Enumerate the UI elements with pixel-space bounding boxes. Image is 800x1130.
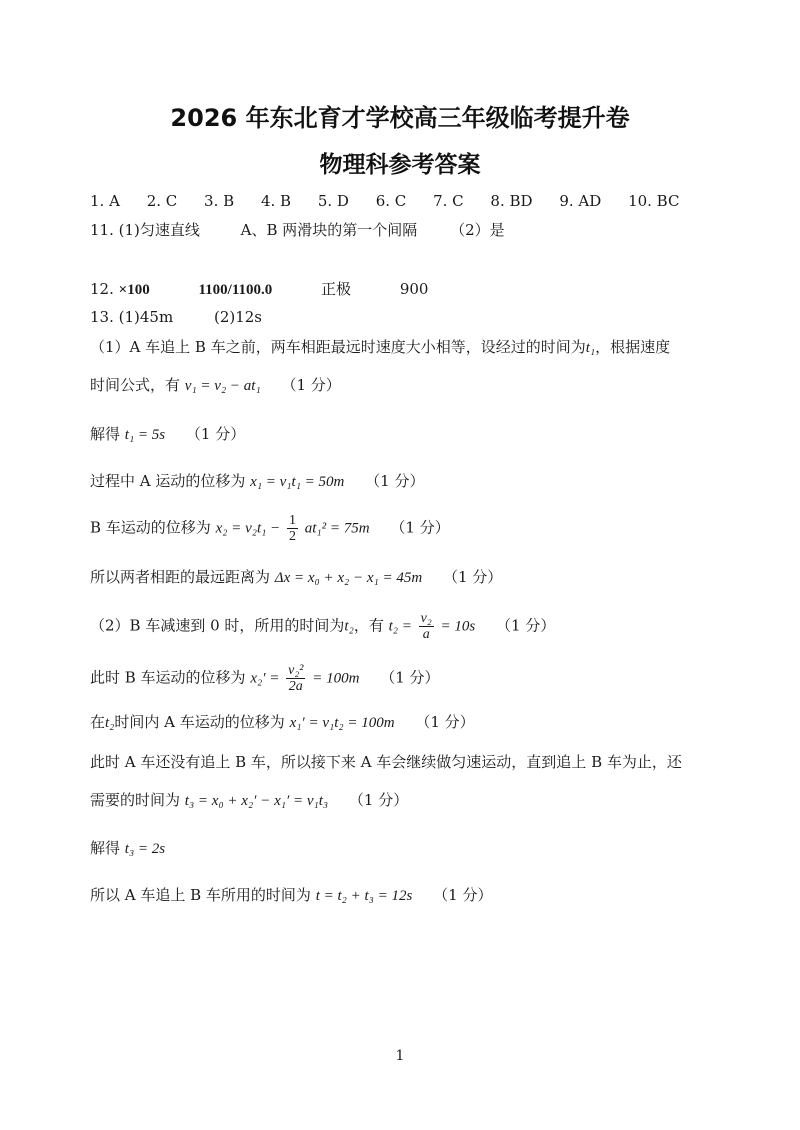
equation-x1p: x₁′ = v₁t₂ = 100m (289, 715, 395, 731)
fraction-numerator: v₂² (288, 663, 304, 678)
score-note: （1 分） (348, 791, 409, 809)
solution-line-3 (90, 423, 245, 446)
solution-text: 此时 B 车运动的位移为 (90, 668, 246, 687)
solution-line-6 (90, 566, 502, 589)
q13-part2: (2)12s (213, 308, 263, 326)
q11-part2: A、B 两滑块的第一个间隔 (240, 221, 418, 239)
score-note: （1 分） (496, 616, 556, 635)
fraction-denominator: a (422, 627, 430, 642)
solution-text: 在 (90, 713, 106, 731)
equation-t3: t₃ = 2s (124, 841, 166, 857)
equation-x2-pre: x₂ = v₂t₁ − (215, 520, 281, 537)
equation-t1: t₁ = 5s (124, 427, 166, 443)
fraction-v2-over-a (419, 611, 434, 642)
fraction-denominator: 2a (288, 679, 303, 694)
q13-part1: 13. (1)45m (90, 308, 174, 326)
solution-line-11 (90, 789, 408, 812)
solution-text: ，有 (353, 616, 384, 635)
document-title: 2026 年东北育才学校高三年级临考提升卷 (170, 104, 630, 132)
mc-answer: 7. C (433, 192, 464, 210)
solution-text: B 车运动的位移为 (90, 518, 211, 537)
solution-text: （1）A 车追上 B 车之前，两车相距最远时速度大小相等，设经过的时间为 (90, 338, 586, 356)
solution-text: 此时 A 车还没有追上 B 车，所以接下来 A 车会继续做匀速运动，直到追上 B 车为止，还 (90, 753, 682, 771)
q11-number: 11. (90, 221, 114, 239)
equation-x2-post: at₁² = 75m (304, 520, 370, 537)
q12-answer (90, 278, 428, 301)
fraction-denominator: 2 (288, 529, 296, 544)
q11-part3: （2）是 (450, 221, 505, 239)
q13-summary (90, 306, 262, 328)
mc-answer: 2. C (146, 192, 178, 210)
mc-answer: 9. AD (559, 192, 602, 210)
solution-line-5 (90, 513, 450, 544)
q12-part2: 1100/1100.0 (198, 282, 273, 298)
q12-part3: 正极 (321, 280, 352, 298)
solution-text: 时间内 A 车运动的位移为 (114, 713, 285, 731)
solution-line-4 (90, 470, 424, 493)
document-subtitle: 物理科参考答案 (319, 152, 481, 178)
score-note: （1 分） (281, 376, 341, 394)
solution-text: 需要的时间为 (90, 791, 181, 809)
score-note: （1 分） (380, 668, 440, 687)
mc-answer: 10. BC (628, 192, 680, 210)
q11-part1: (1)匀速直线 (118, 221, 200, 239)
symbol-t2: t₂ (344, 618, 354, 635)
solution-line-8 (90, 663, 440, 694)
solution-line-2 (90, 374, 341, 397)
score-note: （1 分） (433, 886, 493, 904)
q12-part1: ×100 (118, 282, 150, 298)
symbol-t2: t₂ (105, 715, 115, 731)
solution-text: 所以 A 车追上 B 车所用的时间为 (90, 886, 311, 904)
score-note: （1 分） (442, 568, 503, 586)
mc-answer: 6. C (375, 192, 407, 210)
solution-text: （2）B 车减速到 0 时，所用的时间为 (90, 616, 345, 635)
solution-text: 所以两者相距的最远距离为 (90, 568, 271, 586)
solution-text: ，根据速度 (595, 338, 671, 356)
equation-t-total: t = t₂ + t₃ = 12s (315, 888, 413, 904)
score-note: （1 分） (365, 472, 425, 490)
equation-t3-relation: t₃ = x₀ + x₂′ − x₁′ = v₁t₃ (184, 793, 329, 809)
equation-dx: Δx = x₀ + x₂ − x₁ = 45m (274, 570, 423, 586)
solution-text: 解得 (90, 839, 121, 857)
equation-t2-post: = 10s (440, 618, 476, 635)
mc-answer: 1. A (90, 192, 120, 210)
symbol-t1: t₁ (585, 340, 596, 356)
score-note: （1 分） (390, 518, 450, 537)
q12-number: 12. (90, 280, 114, 298)
solution-line-10 (90, 751, 682, 773)
q12-part4: 900 (399, 280, 429, 298)
mc-answer: 5. D (317, 192, 349, 210)
equation-x2p-post: = 100m (312, 670, 360, 687)
mc-answer: 4. B (260, 192, 292, 210)
solution-line-13 (90, 884, 492, 907)
page-number: 1 (395, 1048, 405, 1064)
solution-text: 解得 (90, 425, 121, 443)
solution-line-12 (90, 837, 165, 860)
solution-text: 时间公式，有 (90, 376, 181, 394)
solution-line-9 (90, 711, 475, 734)
equation-x1: x₁ = v₁t₁ = 50m (250, 474, 345, 490)
mc-answers-row (90, 190, 679, 212)
score-note: （1 分） (185, 425, 246, 443)
solution-line-1 (90, 336, 670, 359)
fraction-half (287, 513, 298, 544)
equation-t2-pre: t₂ = (388, 618, 412, 635)
fraction-v2sq-over-2a (286, 663, 305, 694)
solution-text: 过程中 A 运动的位移为 (90, 472, 246, 490)
q11-answer (90, 219, 505, 241)
equation-x2p-pre: x₂′ = (250, 670, 280, 687)
fraction-numerator: v₂ (420, 611, 432, 626)
score-note: （1 分） (415, 713, 475, 731)
equation-v1: v₁ = v₂ − at₁ (184, 378, 261, 394)
mc-answer: 8. BD (490, 192, 533, 210)
fraction-numerator: 1 (288, 513, 296, 528)
solution-line-7 (90, 611, 555, 642)
mc-answer: 3. B (204, 192, 235, 210)
